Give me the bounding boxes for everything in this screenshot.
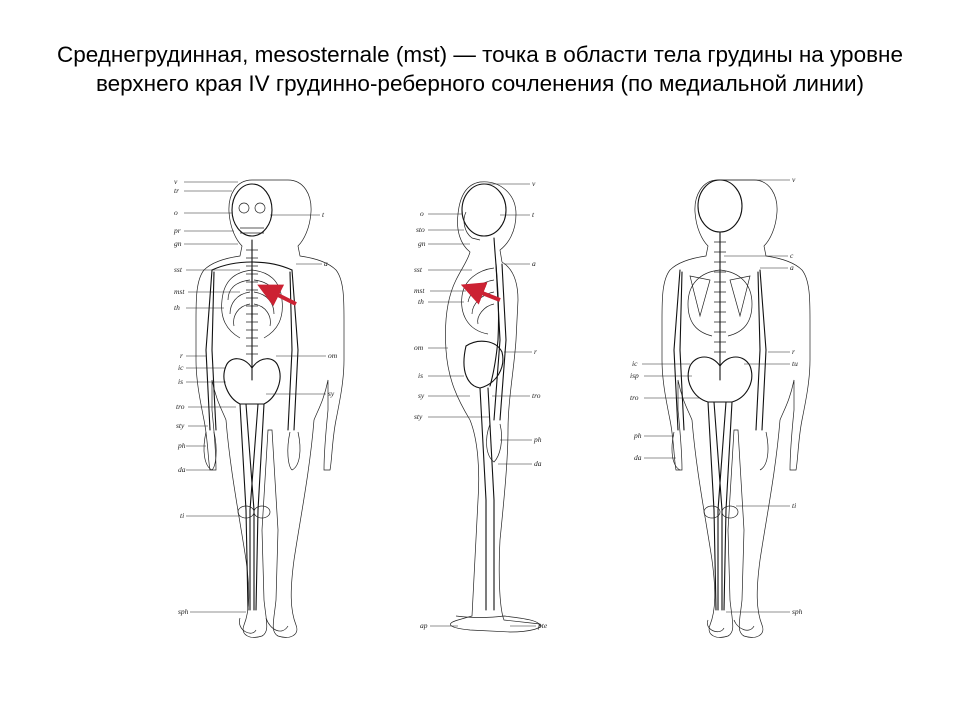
- label-sy: sy: [418, 391, 425, 400]
- label-da: da: [534, 459, 542, 468]
- label-a: a: [324, 259, 328, 268]
- label-om: om: [414, 343, 424, 352]
- label-is: is: [418, 371, 424, 380]
- label-isp: isp: [630, 371, 639, 380]
- label-om: om: [328, 351, 338, 360]
- label-a: a: [532, 259, 536, 268]
- label-a: a: [790, 263, 794, 272]
- label-ph: ph: [178, 441, 186, 450]
- label-sst: sst: [414, 265, 422, 274]
- front-skeleton: [196, 180, 344, 637]
- label-o: o: [420, 209, 424, 218]
- label-da: da: [634, 453, 642, 462]
- label-v: v: [792, 175, 796, 184]
- label-mst: mst: [414, 286, 425, 295]
- label-ap: ap: [420, 621, 428, 630]
- label-tro: tro: [532, 391, 541, 400]
- label-c: c: [790, 251, 794, 260]
- label-r: r: [792, 347, 795, 356]
- label-tr: tr: [174, 186, 180, 195]
- label-is: is: [178, 377, 184, 386]
- label-tro: tro: [630, 393, 639, 402]
- label-ic: ic: [178, 363, 184, 372]
- label-pte: pte: [538, 621, 548, 630]
- label-sto: sto: [416, 225, 425, 234]
- label-sty: sty: [414, 412, 423, 421]
- label-o: o: [174, 208, 178, 217]
- label-v: v: [532, 179, 536, 188]
- label-r: r: [180, 351, 183, 360]
- label-ph: ph: [534, 435, 542, 444]
- front-right-labels: [266, 210, 338, 398]
- label-gn: gn: [174, 239, 182, 248]
- label-v: v: [174, 177, 178, 186]
- front-left-labels: [173, 177, 246, 616]
- label-r: r: [534, 347, 537, 356]
- back-skeleton: [662, 180, 810, 637]
- label-tro: tro: [176, 402, 185, 411]
- label-mst: mst: [174, 287, 185, 296]
- label-sst: sst: [174, 265, 182, 274]
- label-ti: ti: [180, 511, 185, 520]
- label-pr: pr: [174, 226, 181, 235]
- label-ti: ti: [792, 501, 797, 510]
- side-mst-arrow: [472, 289, 500, 300]
- label-ic: ic: [632, 359, 638, 368]
- slide-title: Среднегрудинная, mesosternale (mst) — точка в области тела грудины на уровне верхнего края IV грудинно-реберного сочленения (по медиальной линии): [57, 42, 903, 96]
- label-t: t: [532, 210, 535, 219]
- label-t: t: [322, 210, 325, 219]
- label-sy: sy: [328, 389, 335, 398]
- label-th: th: [174, 303, 180, 312]
- label-tu: tu: [792, 359, 798, 368]
- back-left-labels: [630, 359, 700, 462]
- label-gn: gn: [418, 239, 426, 248]
- label-sph: sph: [792, 607, 803, 616]
- label-da: da: [178, 465, 186, 474]
- label-sty: sty: [176, 421, 185, 430]
- label-sph: sph: [178, 607, 189, 616]
- side-skeleton: [445, 182, 540, 632]
- label-ph: ph: [634, 431, 642, 440]
- label-th: th: [418, 297, 424, 306]
- side-left-labels: [414, 209, 490, 630]
